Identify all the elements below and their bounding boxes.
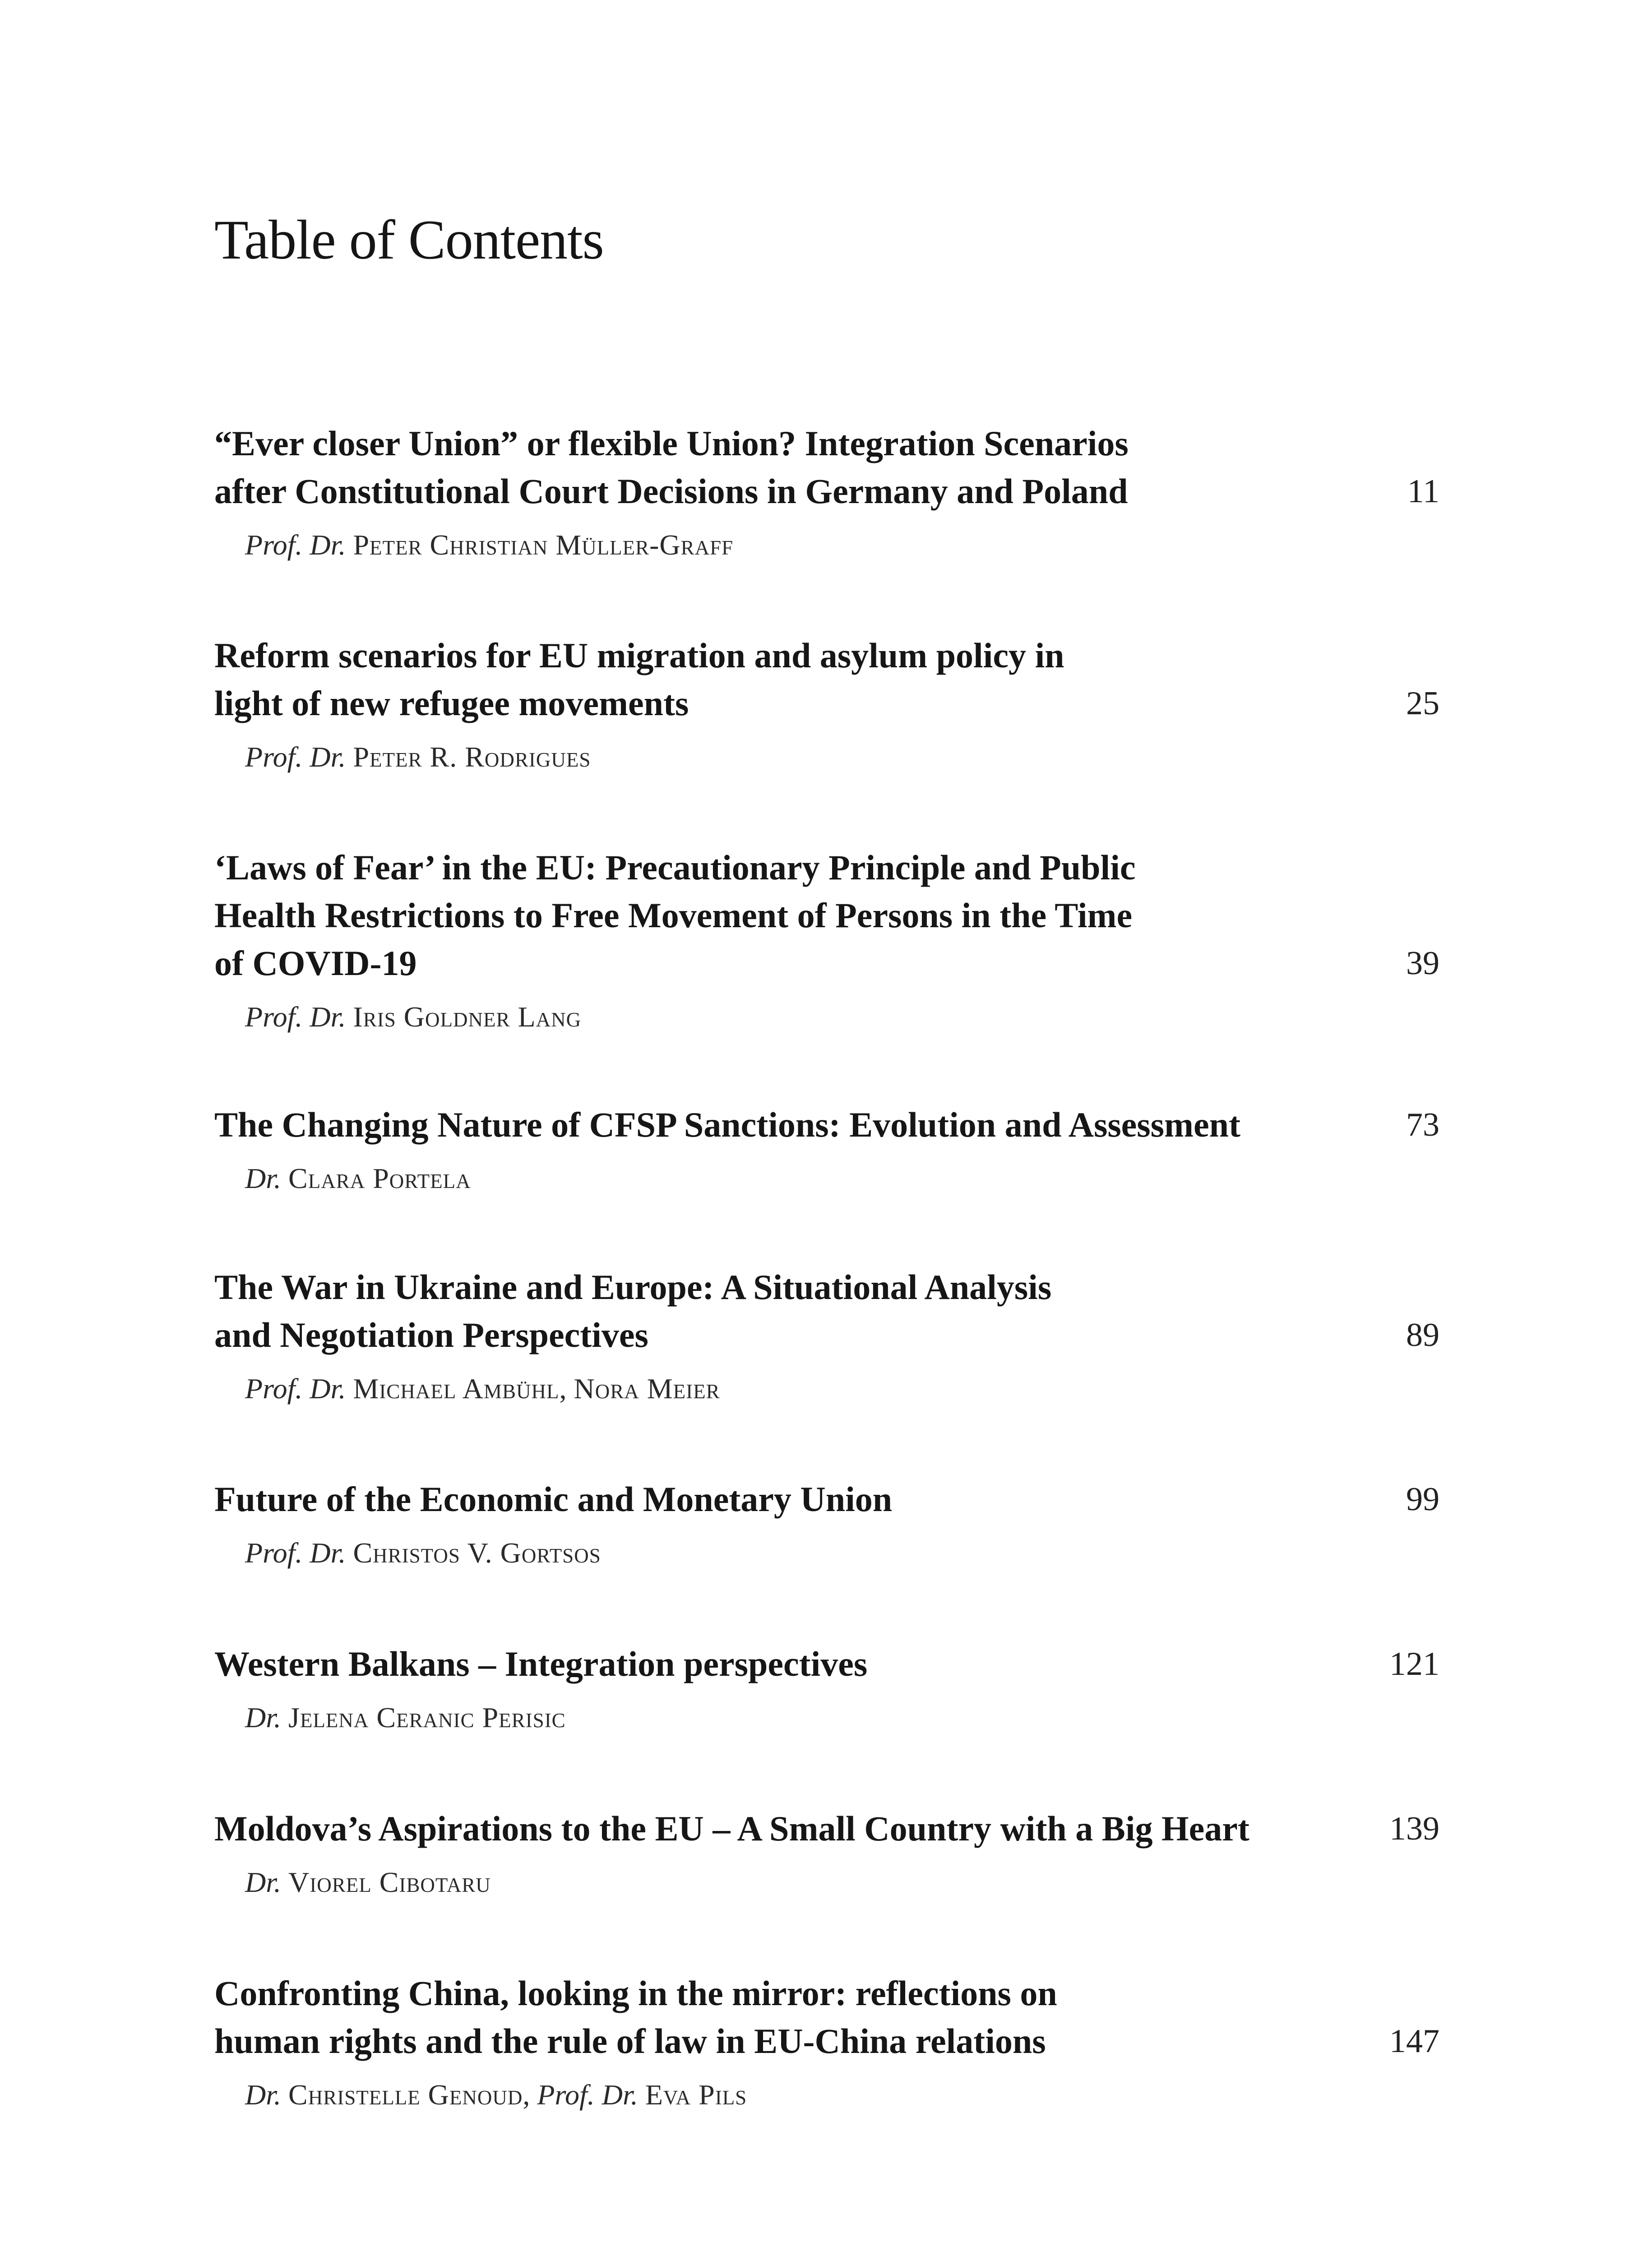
toc-entry-authors	[245, 1535, 1439, 1571]
author-academic-title: Prof. Dr.	[245, 1537, 346, 1569]
toc-entry-authors	[245, 999, 1439, 1035]
toc-entry-title-line: “Ever closer Union” or flexible Union? Integration Scenarios	[214, 424, 1129, 463]
toc-entry-page-number[interactable]: 73	[1406, 1106, 1439, 1143]
toc-entry-page-number[interactable]: 25	[1406, 685, 1439, 722]
toc-entry-page-number[interactable]: 11	[1407, 473, 1439, 510]
toc-entry-title-line: of COVID-19	[214, 943, 417, 983]
toc-entry-page-number[interactable]: 147	[1389, 2023, 1439, 2060]
author-academic-title: Prof. Dr.	[245, 741, 346, 773]
author-name: Christelle Genoud	[288, 2079, 523, 2111]
toc-entry-title[interactable]	[214, 1101, 1324, 1149]
toc-entry-heading	[214, 1640, 1439, 1688]
toc-entry-title-line: The War in Ukraine and Europe: A Situational Analysis	[214, 1267, 1052, 1307]
author-name: Christos V. Gortsos	[353, 1537, 601, 1569]
toc-entry-authors	[245, 1700, 1439, 1736]
author-name: Jelena Ceranic Perisic	[288, 1701, 566, 1734]
author-academic-title: Dr.	[245, 1701, 282, 1734]
toc-entry-title[interactable]	[214, 1263, 1324, 1359]
toc-entry-title[interactable]	[214, 844, 1324, 987]
toc-entry-authors	[245, 1160, 1439, 1197]
toc-entry-title-line: human rights and the rule of law in EU-China relations	[214, 2021, 1046, 2061]
author-name: Peter R. Rodrigues	[353, 741, 591, 773]
author-academic-title: Dr.	[245, 2079, 282, 2111]
toc-entry-title[interactable]	[214, 632, 1324, 727]
author-name: Michael Ambühl	[353, 1373, 560, 1405]
toc-entry-authors: Dr. Christelle Genoud, Prof. Dr. Eva Pils	[245, 2079, 747, 2111]
toc-entry-heading	[214, 844, 1439, 987]
toc-entry-title[interactable]	[214, 1969, 1324, 2065]
toc-entry[interactable]	[214, 1640, 1439, 1736]
toc-entry-authors	[245, 1864, 1439, 1900]
toc-entry[interactable]	[214, 1805, 1439, 1900]
author-name: Iris Goldner Lang	[353, 1001, 582, 1033]
toc-entry-title-line: light of new refugee movements	[214, 684, 689, 723]
toc-entry-heading	[214, 1969, 1439, 2065]
author-academic-title: Prof. Dr.	[245, 1373, 346, 1405]
toc-entry-title-line: Future of the Economic and Monetary Union	[214, 1479, 893, 1519]
toc-entry-title-line: Western Balkans – Integration perspectives	[214, 1644, 868, 1683]
toc-entry-title[interactable]	[214, 420, 1324, 515]
toc-entry-page-number[interactable]: 139	[1389, 1810, 1439, 1847]
page-title: Table of Contents	[214, 209, 604, 271]
toc-entry-page-number[interactable]: 39	[1406, 945, 1439, 982]
toc-entry-heading	[214, 632, 1439, 727]
toc-entry[interactable]	[214, 632, 1439, 775]
toc-entry-heading	[214, 420, 1439, 515]
author-name: Viorel Cibotaru	[288, 1866, 491, 1898]
author-academic-title: Dr.	[245, 1866, 282, 1898]
toc-entry-title-line: after Constitutional Court Decisions in Germany and Poland	[214, 472, 1128, 511]
toc-entry-title-line: Health Restrictions to Free Movement of Persons in the Time	[214, 896, 1133, 935]
toc-entry-authors	[245, 527, 1439, 563]
toc-entry-title-line: ‘Laws of Fear’ in the EU: Precautionary Principle and Public	[214, 848, 1136, 887]
toc-entry-authors: Prof. Dr. Michael Ambühl, Nora Meier	[245, 1373, 720, 1405]
author-academic-title: Dr.	[245, 1162, 282, 1194]
toc-entry[interactable]	[214, 1101, 1439, 1197]
toc-entry-page-number[interactable]: 121	[1389, 1646, 1439, 1683]
toc-entry-title-line: Moldova’s Aspirations to the EU – A Small Country with a Big Heart	[214, 1809, 1249, 1848]
toc-entry-heading	[214, 1101, 1439, 1149]
toc-entry-page-number[interactable]: 89	[1406, 1317, 1439, 1354]
toc-entry-page-number[interactable]: 99	[1406, 1481, 1439, 1518]
toc-entry-title-line: Confronting China, looking in the mirror: reflections on	[214, 1974, 1057, 2013]
toc-entry-heading	[214, 1805, 1439, 1853]
toc-entry-title-line: The Changing Nature of CFSP Sanctions: Evolution and Assessment	[214, 1105, 1240, 1144]
author-name: Peter Christian Müller-Graff	[353, 529, 734, 561]
toc-entry-authors	[245, 739, 1439, 775]
toc-entry-title[interactable]	[214, 1805, 1324, 1853]
toc-entry[interactable]	[214, 420, 1439, 563]
toc-entry[interactable]	[214, 1263, 1439, 1407]
toc-entry[interactable]	[214, 1475, 1439, 1571]
author-academic-title: Prof. Dr.	[245, 529, 346, 561]
author-name: Clara Portela	[288, 1162, 471, 1194]
author-academic-title: Prof. Dr.	[245, 1001, 346, 1033]
toc-entry-title-line: Reform scenarios for EU migration and asylum policy in	[214, 636, 1064, 675]
toc-entry[interactable]	[214, 1969, 1439, 2113]
author-academic-title: Prof. Dr.	[537, 2079, 638, 2111]
toc-entry-heading	[214, 1263, 1439, 1359]
toc-entry-heading	[214, 1475, 1439, 1523]
toc-entry-title-line: and Negotiation Perspectives	[214, 1315, 648, 1355]
toc-entry-title[interactable]	[214, 1640, 1324, 1688]
author-name: Eva Pils	[645, 2079, 747, 2111]
toc-entry-title[interactable]	[214, 1475, 1324, 1523]
toc-entry[interactable]	[214, 844, 1439, 1035]
author-name: Nora Meier	[574, 1373, 720, 1405]
